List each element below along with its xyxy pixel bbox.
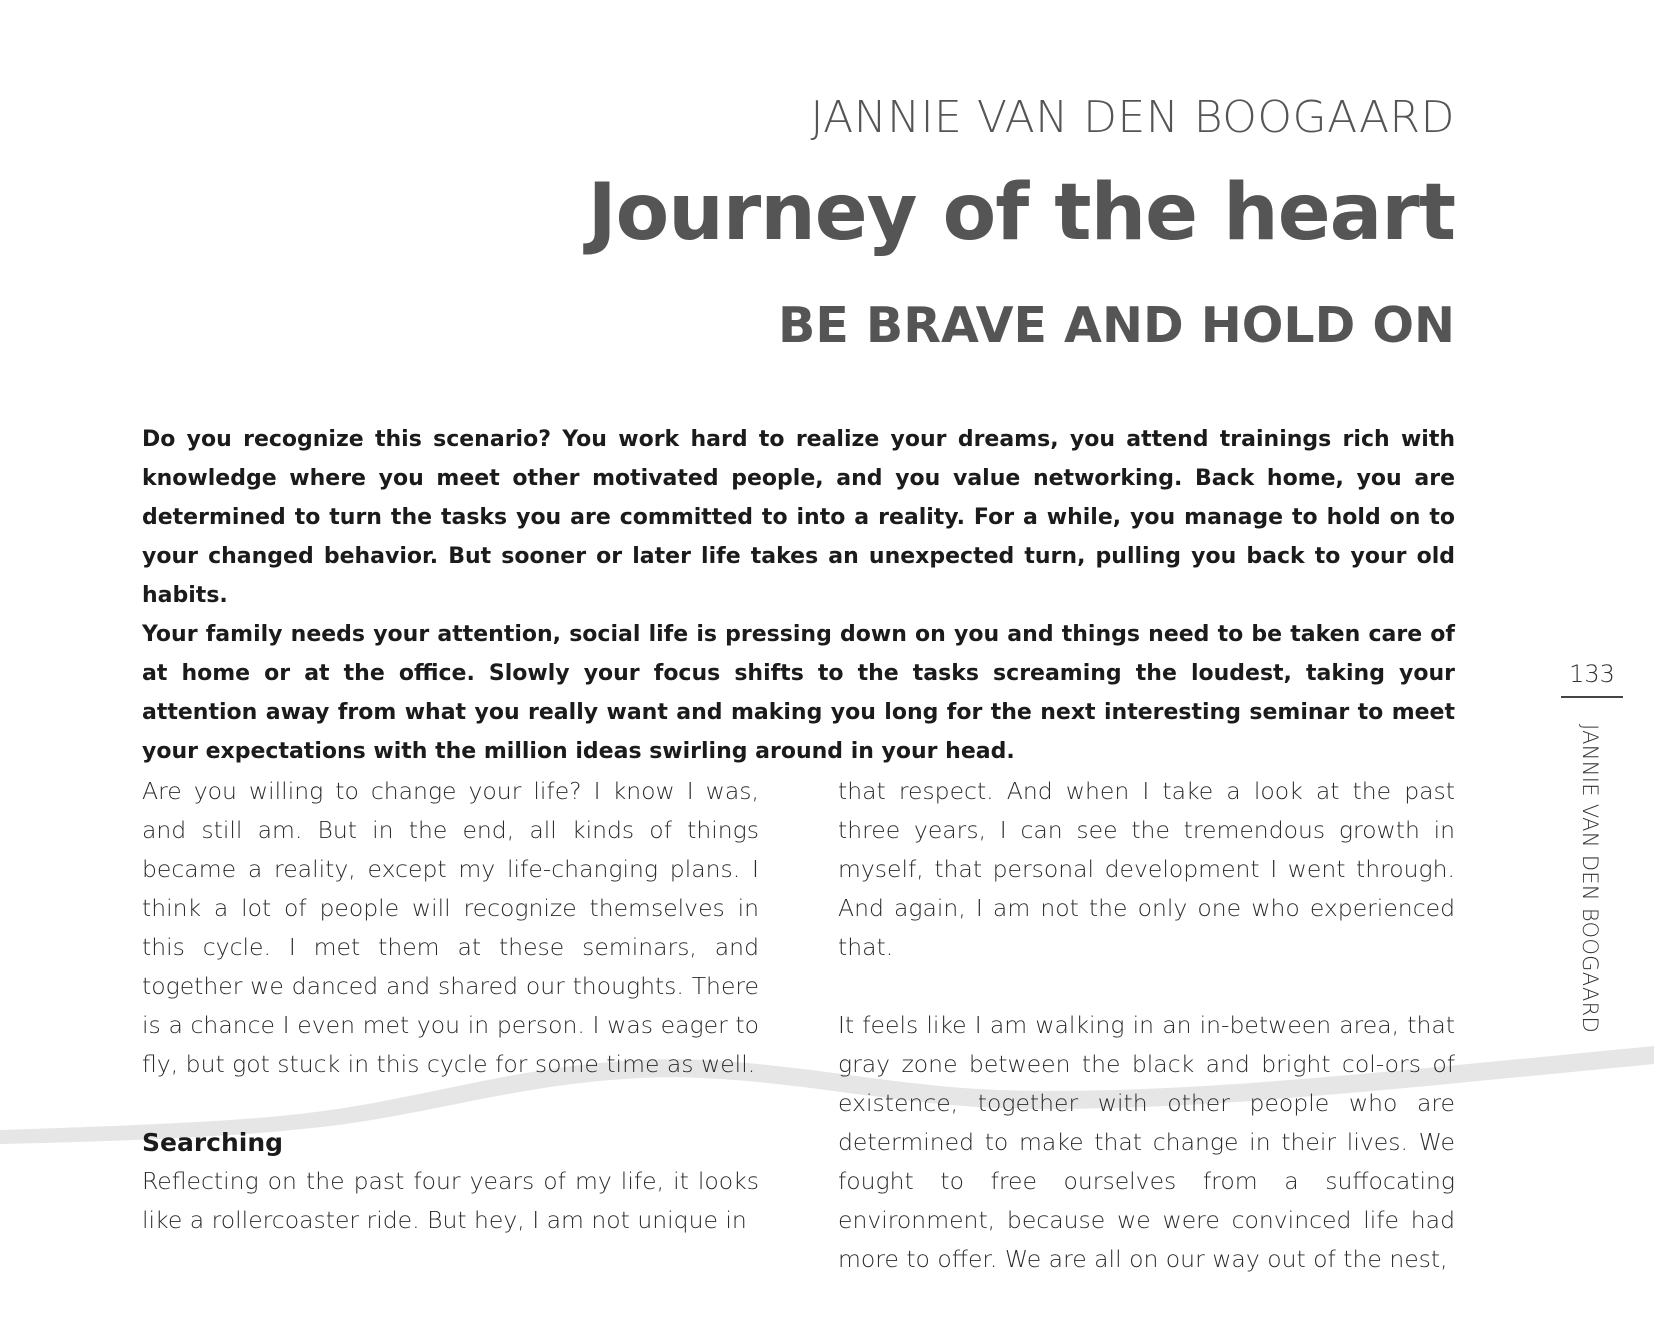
body-paragraph: that respect. And when I take a look at the past three years, I can see the tremendous growth in myself, that personal development I went through. And again, I am not the only one who experienced that. <box>838 777 1455 961</box>
running-author: JANNIE VAN DEN BOOGAARD <box>1578 724 1602 1034</box>
section-heading: Searching <box>142 1128 284 1157</box>
page-number-rule <box>1561 696 1623 698</box>
intro-block <box>142 420 1455 771</box>
article-author: JANNIE VAN DEN BOOGAARD <box>810 92 1455 143</box>
body-paragraph: It feels like I am walking in an in-between area, that gray zone between the black and bright col-ors of existence, together with other people who are determined to make that change in their lives. We fought to free ourselves from a suffocating environment, because we were convinced life had more to offer. We are all on our way out of the nest, <box>838 1011 1455 1273</box>
intro-paragraph: Do you recognize this scenario? You work hard to realize your dreams, you attend trainings rich with knowledge where you meet other motivated people, and you value networking. Back home, you are determined to turn the tasks you are committed to into a reality. For a while, you manage to hold on to your changed behavior. But sooner or later life takes an unexpected turn, pulling you back to your old habits. <box>142 427 1455 608</box>
article-title: Journey of the heart <box>587 168 1455 258</box>
body-paragraph: Reflecting on the past four years of my life, it looks like a rollercoaster ride. But hey, I am not unique in <box>142 1167 759 1234</box>
right-column <box>838 772 1455 1279</box>
article-subtitle: BE BRAVE AND HOLD ON <box>778 297 1455 354</box>
body-paragraph: Are you willing to change your life? I know I was, and still am. But in the end, all kinds of things became a reality, except my life-changing plans. I think a lot of people will recognize themselves in this cycle. I met them at these seminars, and together we danced and shared our thoughts. There is a chance I even met you in person. I was eager to fly, but got stuck in this cycle for some time as well. <box>142 777 759 1078</box>
page-number: 133 <box>1569 660 1615 688</box>
intro-paragraph: Your family needs your attention, social life is pressing down on you and things need to be taken care of at home or at the office. Slowly your focus shifts to the tasks screaming the loudest, taking your attention away from what you really want and making you long for the next interesting seminar to meet your expectations with the million ideas swirling around in your head. <box>142 622 1455 764</box>
left-column <box>142 772 759 1240</box>
